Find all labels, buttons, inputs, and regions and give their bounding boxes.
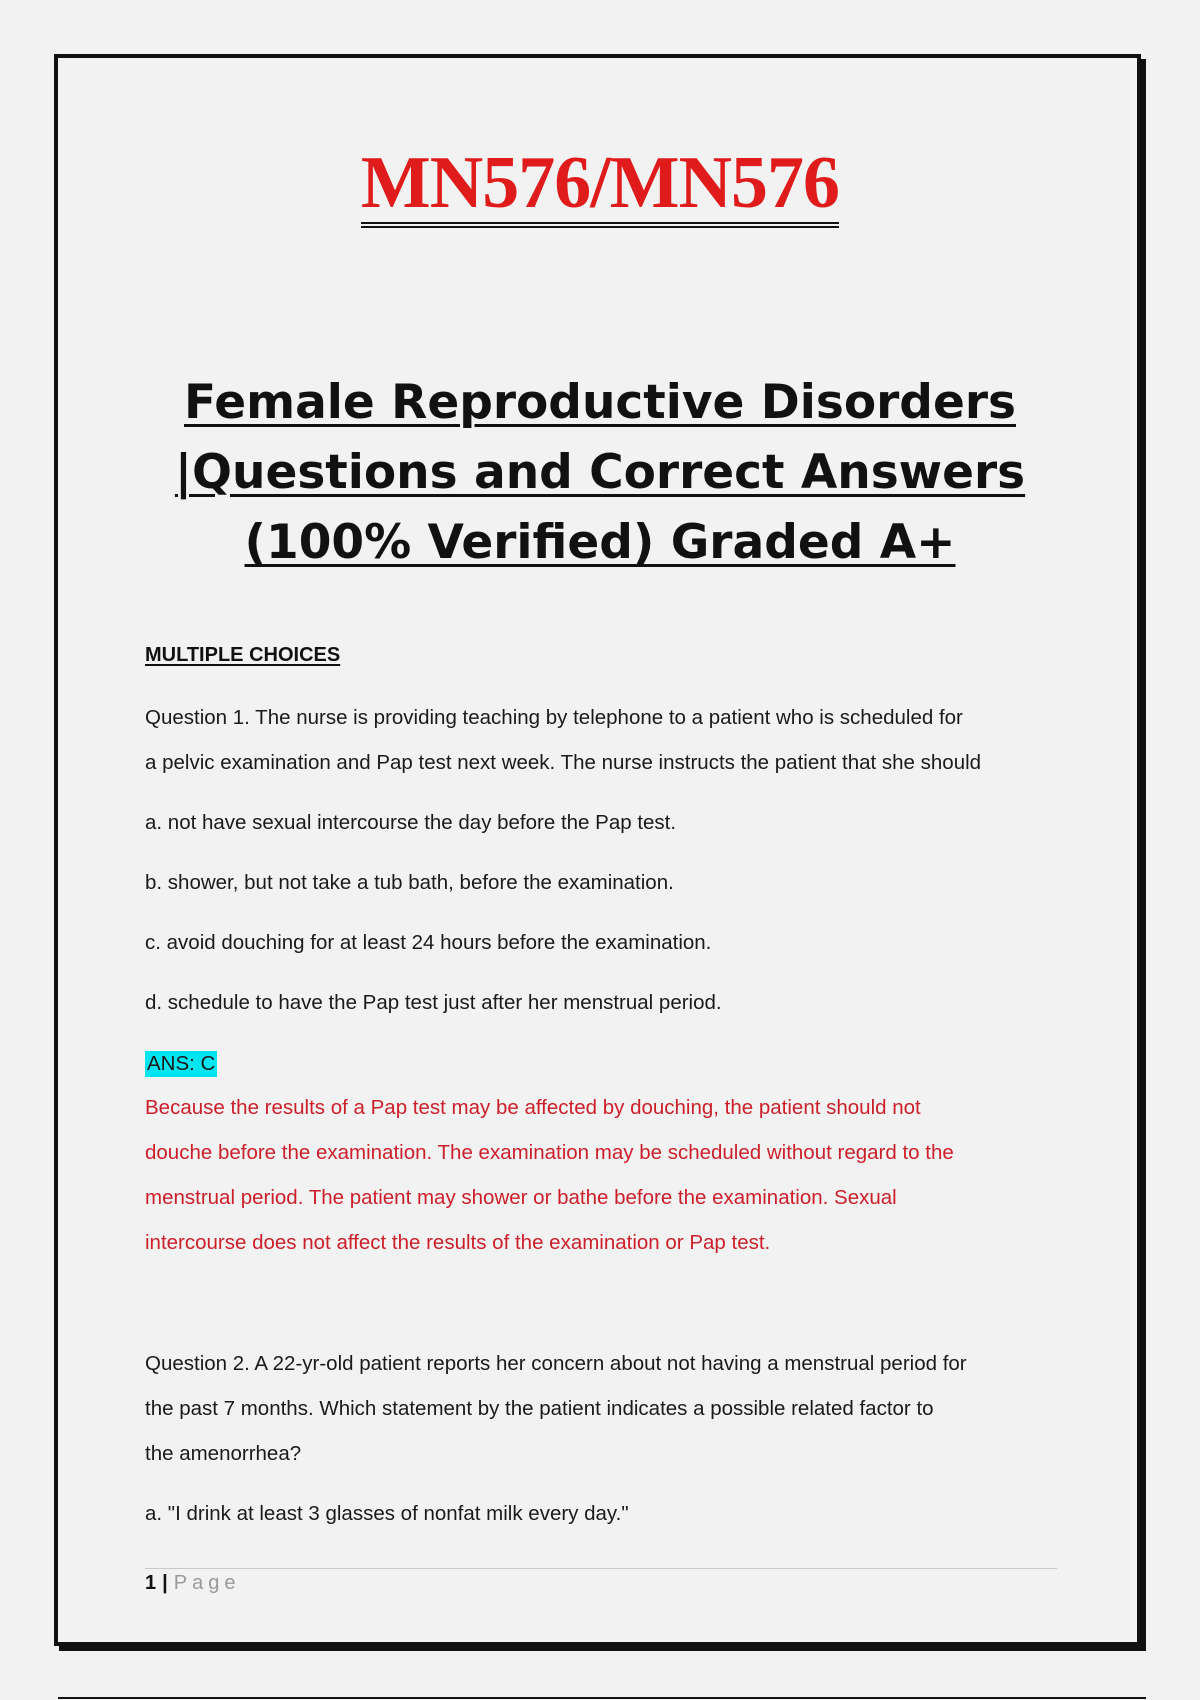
question-1-stem-line-1: Question 1. The nurse is providing teaching by telephone to a patient who is scheduled for xyxy=(145,706,963,729)
question-1-rationale-line-3: menstrual period. The patient may shower or bathe before the examination. Sexual xyxy=(145,1186,897,1209)
document-title xyxy=(60,368,1140,578)
next-page-edge xyxy=(58,1697,1146,1699)
question-2-stem-line-2: the past 7 months. Which statement by the patient indicates a possible related factor to xyxy=(145,1397,934,1420)
question-1-stem-line-2: a pelvic examination and Pap test next week. The nurse instructs the patient that she should xyxy=(145,751,982,774)
footer-separator: | xyxy=(162,1572,168,1594)
question-1-option-a: a. not have sexual intercourse the day before the Pap test. xyxy=(145,811,677,834)
question-2-stem-line-1: Question 2. A 22-yr-old patient reports her concern about not having a menstrual period for xyxy=(145,1352,967,1375)
question-1-option-d: d. schedule to have the Pap test just after her menstrual period. xyxy=(145,991,722,1014)
course-code-text: MN576/MN576 xyxy=(361,146,839,228)
question-1-rationale-line-4: intercourse does not affect the results of the examination or Pap test. xyxy=(145,1231,771,1254)
section-heading: MULTIPLE CHOICES xyxy=(145,644,341,666)
question-1-answer: ANS: C xyxy=(147,1052,216,1075)
question-1-rationale-line-1: Because the results of a Pap test may be affected by douching, the patient should not xyxy=(145,1096,921,1119)
question-1-rationale-line-2: douche before the examination. The examination may be scheduled without regard to the xyxy=(145,1141,954,1164)
question-1-option-c: c. avoid douching for at least 24 hours before the examination. xyxy=(145,931,712,954)
page-label: Page xyxy=(173,1572,241,1594)
course-code-heading xyxy=(0,142,1200,228)
page-footer xyxy=(145,1572,240,1595)
page-number: 1 xyxy=(145,1572,157,1594)
title-line-1: Female Reproductive Disorders xyxy=(184,375,1016,430)
question-1-option-b: b. shower, but not take a tub bath, before the examination. xyxy=(145,871,674,894)
title-line-3: (100% Verified) Graded A+ xyxy=(244,515,956,570)
question-2-option-a: a. "I drink at least 3 glasses of nonfat milk every day." xyxy=(145,1502,629,1525)
question-2-stem-line-3: the amenorrhea? xyxy=(145,1442,302,1465)
title-line-2: |Questions and Correct Answers xyxy=(174,445,1026,500)
footer-divider xyxy=(145,1568,1057,1569)
